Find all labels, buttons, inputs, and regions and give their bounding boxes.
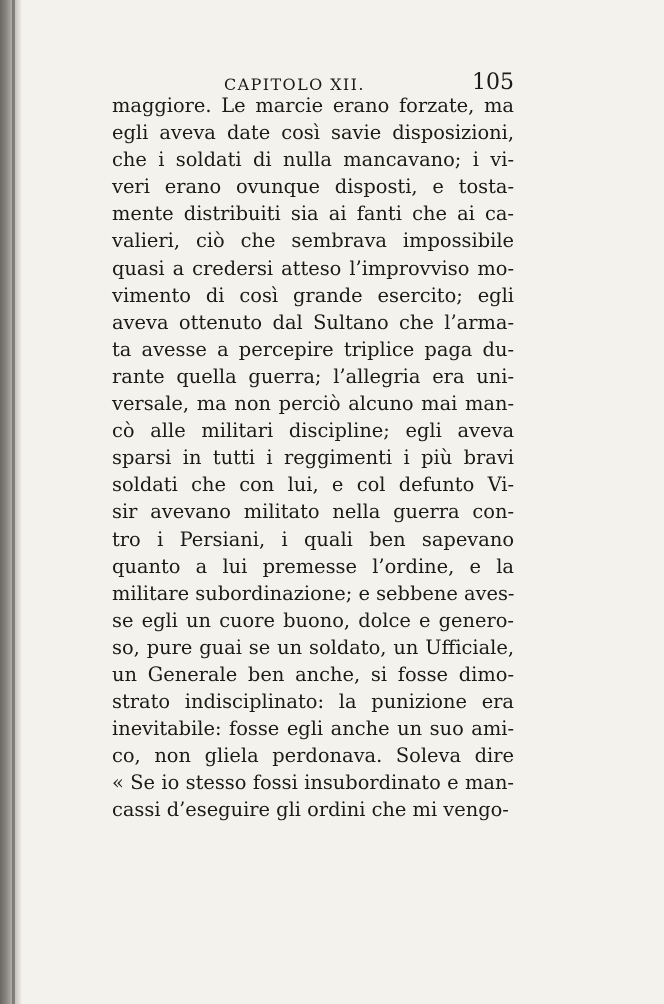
chapter-heading: CAPITOLO XII. [224, 75, 365, 94]
text-line: egli aveva date così savie disposizioni, [112, 121, 514, 145]
text-line: inevitabile: fosse egli anche un suo ami- [112, 717, 514, 741]
text-line: strato indisciplinato: la punizione era [112, 690, 514, 714]
text-line: vimento di così grande esercito; egli [112, 283, 514, 307]
text-line: so, pure guai se un soldato, un Ufficiale, [112, 635, 514, 659]
text-line: che i soldati di nulla mancavano; i vi- [112, 148, 514, 172]
text-line: cassi d’eseguire gli ordini che mi vengo- [112, 798, 509, 822]
text-line: maggiore. Le marcie erano forzate, ma [112, 94, 514, 117]
text-line: militare subordinazione; e sebbene aves- [112, 581, 515, 605]
text-line: aveva ottenuto dal Sultano che l’arma- [112, 310, 514, 334]
text-line: « Se io stesso fossi insubordinato e man- [112, 771, 514, 795]
text-line: valieri, ciò che sembrava impossibile [112, 229, 514, 253]
text-line: quanto a lui premesse l’ordine, e la [112, 554, 514, 578]
text-line: sir avevano militato nella guerra con- [112, 500, 514, 524]
text-line: se egli un cuore buono, dolce e genero- [112, 608, 514, 632]
text-line: tro i Persiani, i quali ben sapevano [112, 527, 514, 551]
text-line: quasi a credersi atteso l’improvviso mo- [112, 256, 514, 280]
page-number: 105 [472, 70, 514, 95]
text-line: veri erano ovunque disposti, e tosta- [112, 175, 514, 199]
text-line: versale, ma non perciò alcuno mai man- [112, 392, 514, 416]
text-line: cò alle militari discipline; egli aveva [112, 419, 514, 443]
body-text [112, 92, 514, 824]
text-line: mente distribuiti sia ai fanti che ai ca- [112, 202, 514, 226]
text-line: un Generale ben anche, si fosse dimo- [112, 662, 514, 686]
text-line: co, non gliela perdonava. Soleva dire [112, 744, 514, 768]
text-line: sparsi in tutti i reggimenti i più bravi [112, 446, 514, 470]
text-line: rante quella guerra; l’allegria era uni- [112, 364, 514, 388]
text-line: ta avesse a percepire triplice paga du- [112, 337, 514, 361]
text-line: soldati che con lui, e col defunto Vi- [112, 473, 514, 497]
